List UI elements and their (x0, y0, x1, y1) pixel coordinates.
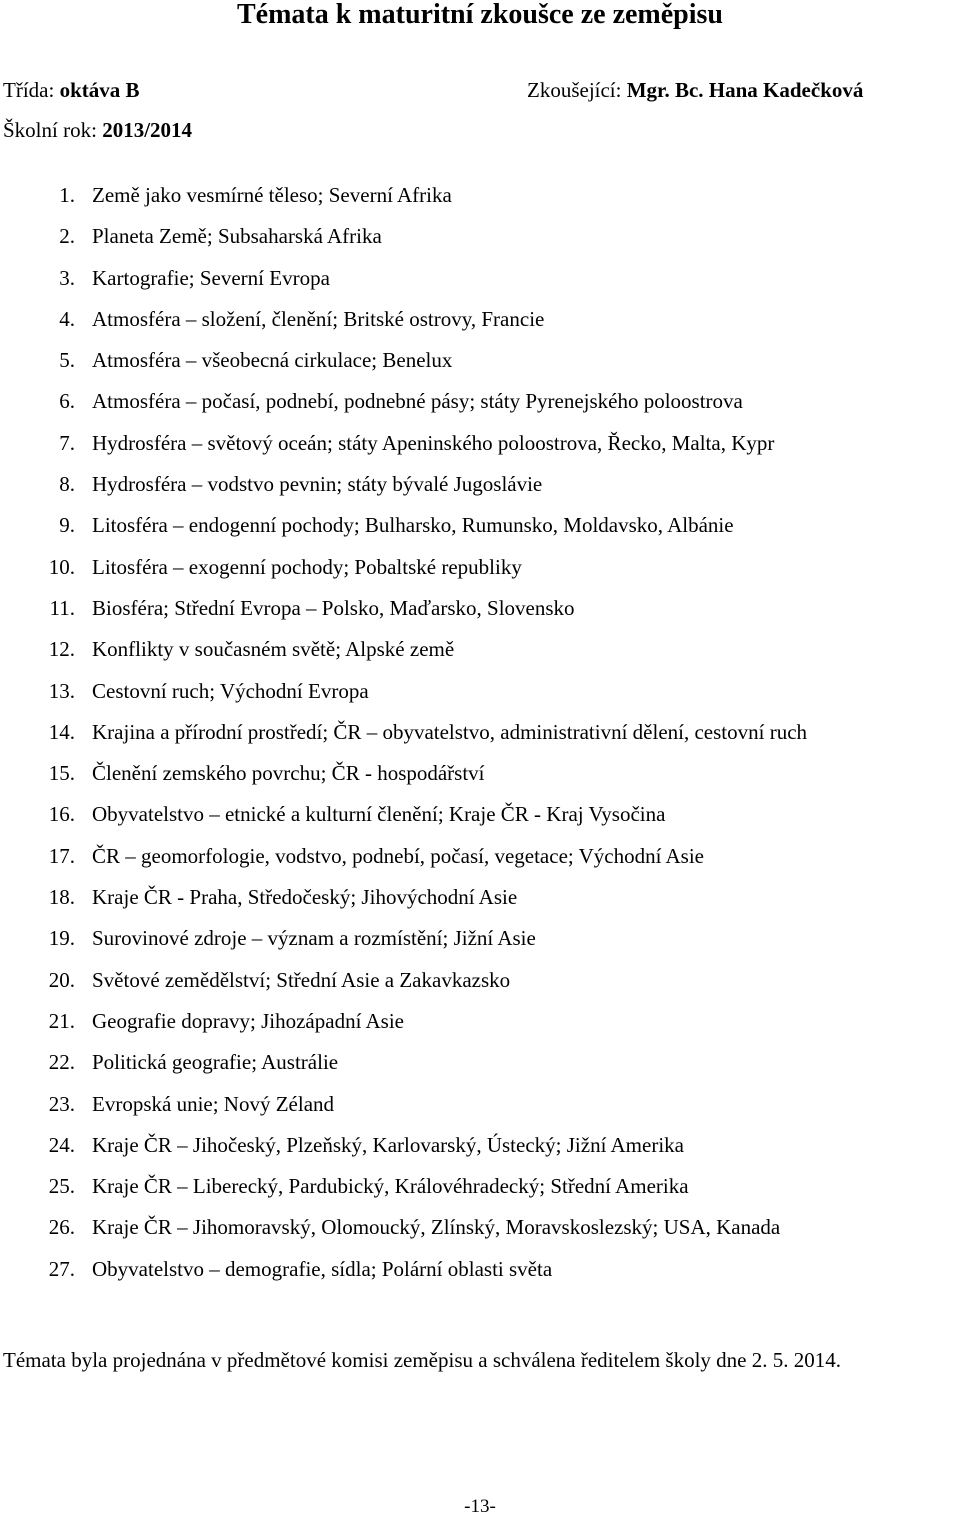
topic-text: Atmosféra – složení, členění; Britské ostrovy, Francie (92, 306, 545, 331)
topic-item (0, 719, 960, 760)
topic-item (0, 265, 960, 306)
topic-number: 18. (48, 885, 75, 910)
topic-number: 14. (48, 719, 75, 744)
topic-number: 17. (48, 843, 75, 868)
topic-text: Litosféra – endogenní pochody; Bulharsko, Rumunsko, Moldavsko, Albánie (92, 513, 734, 538)
topic-item (0, 388, 960, 429)
topic-item (0, 1008, 960, 1049)
topic-text: Konflikty v současném světě; Alpské země (92, 637, 455, 662)
topic-item (0, 884, 960, 925)
topic-text: Cestovní ruch; Východní Evropa (92, 678, 369, 703)
topic-number: 4. (59, 306, 75, 331)
topic-text: Atmosféra – počasí, podnebí, podnebné pásy; státy Pyrenejského poloostrova (92, 389, 743, 414)
topic-number: 8. (59, 472, 75, 497)
topic-number: 2. (59, 224, 75, 249)
topic-text: Kraje ČR - Praha, Středočeský; Jihovýchodní Asie (92, 885, 518, 910)
topic-item (0, 678, 960, 719)
class-value: oktáva B (59, 78, 140, 102)
examiner-label: Zkoušející: (527, 78, 627, 102)
topic-item (0, 760, 960, 801)
topic-number: 27. (48, 1256, 75, 1281)
topic-item (0, 554, 960, 595)
topic-number: 16. (48, 802, 75, 827)
topic-item (0, 347, 960, 388)
topic-text: Kartografie; Severní Evropa (92, 265, 330, 290)
school-year-line (3, 118, 192, 142)
topic-text: Hydrosféra – vodstvo pevnin; státy bývalé Jugoslávie (92, 472, 543, 497)
topic-number: 1. (59, 183, 75, 207)
examiner-value: Mgr. Bc. Hana Kadečková (626, 78, 864, 102)
topic-item (0, 1256, 960, 1297)
topic-item (0, 430, 960, 471)
topic-item (0, 967, 960, 1008)
topic-number: 3. (59, 265, 75, 290)
topic-text: Obyvatelstvo – etnické a kulturní členění; Kraje ČR - Kraj Vysočina (92, 802, 666, 827)
school-year-label: Školní rok: (3, 118, 103, 142)
topic-number: 25. (48, 1174, 75, 1199)
topic-number: 10. (48, 554, 75, 579)
topic-text: Surovinové zdroje – význam a rozmístění; Jižní Asie (92, 926, 536, 951)
topic-text: Geografie dopravy; Jihozápadní Asie (92, 1008, 404, 1033)
document-title: Témata k maturitní zkoušce ze zeměpisu (236, 0, 724, 30)
topic-text: Členění zemského povrchu; ČR - hospodářství (92, 761, 485, 786)
topic-text: Krajina a přírodní prostředí; ČR – obyvatelstvo, administrativní dělení, cestovní ruch (92, 719, 808, 744)
class-label: Třída: (3, 78, 60, 102)
class-line (3, 78, 140, 102)
topic-number: 13. (48, 678, 75, 703)
topic-text: Kraje ČR – Liberecký, Pardubický, Královéhradecký; Střední Amerika (92, 1174, 689, 1199)
topic-number: 19. (48, 926, 75, 951)
topic-item (0, 1173, 960, 1214)
topic-text: Země jako vesmírné těleso; Severní Afrika (92, 183, 452, 207)
topic-item (0, 925, 960, 966)
approval-note: Témata byla projednána v předmětové komisi zeměpisu a schválena ředitelem školy dne 2. 5. 2014. (3, 1348, 841, 1372)
topic-item (0, 223, 960, 264)
examiner-line (527, 78, 863, 102)
topic-text: Biosféra; Střední Evropa – Polsko, Maďarsko, Slovensko (92, 595, 575, 620)
topic-list (0, 182, 960, 1297)
topic-number: 12. (48, 637, 75, 662)
topic-text: Evropská unie; Nový Zéland (92, 1091, 335, 1116)
topic-item (0, 1091, 960, 1132)
topic-number: 23. (48, 1091, 75, 1116)
school-year-value: 2013/2014 (102, 118, 193, 142)
topic-text: Kraje ČR – Jihomoravský, Olomoucký, Zlínský, Moravskoslezský; USA, Kanada (92, 1215, 781, 1240)
topic-number: 20. (48, 967, 75, 992)
topic-text: Hydrosféra – světový oceán; státy Apeninského poloostrova, Řecko, Malta, Kypr (92, 430, 775, 455)
topic-number: 11. (49, 595, 75, 620)
topic-number: 5. (59, 348, 75, 373)
topic-item (0, 636, 960, 677)
topic-number: 9. (59, 513, 75, 538)
topic-number: 24. (48, 1132, 75, 1157)
topic-number: 26. (48, 1215, 75, 1240)
topic-item (0, 1049, 960, 1090)
topic-number: 6. (59, 389, 75, 414)
topic-text: ČR – geomorfologie, vodstvo, podnebí, počasí, vegetace; Východní Asie (92, 843, 705, 868)
topic-item (0, 306, 960, 347)
topic-item (0, 595, 960, 636)
page-number: -13- (464, 1496, 496, 1517)
topic-item (0, 512, 960, 553)
topic-number: 22. (48, 1050, 75, 1075)
topic-number: 7. (59, 430, 75, 455)
topic-text: Planeta Země; Subsaharská Afrika (92, 224, 382, 249)
topic-text: Atmosféra – všeobecná cirkulace; Benelux (92, 348, 453, 373)
topic-item (0, 182, 960, 223)
topic-item (0, 1132, 960, 1173)
topic-item (0, 843, 960, 884)
topic-text: Obyvatelstvo – demografie, sídla; Polární oblasti světa (92, 1256, 553, 1281)
topic-number: 15. (48, 761, 75, 786)
topic-text: Litosféra – exogenní pochody; Pobaltské republiky (92, 554, 522, 579)
topic-text: Světové zemědělství; Střední Asie a Zakavkazsko (92, 967, 511, 992)
topic-text: Kraje ČR – Jihočeský, Plzeňský, Karlovarský, Ústecký; Jižní Amerika (92, 1132, 684, 1157)
topic-item (0, 471, 960, 512)
topic-item (0, 801, 960, 842)
topic-item (0, 1214, 960, 1255)
topic-text: Politická geografie; Austrálie (92, 1050, 339, 1075)
topic-number: 21. (48, 1008, 75, 1033)
